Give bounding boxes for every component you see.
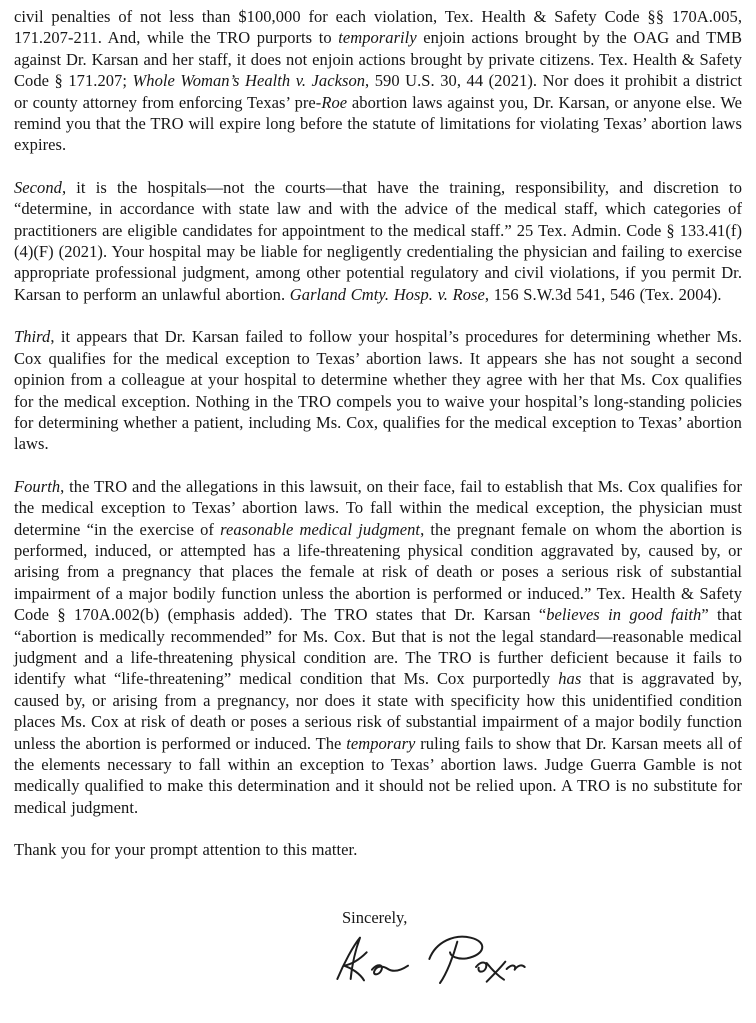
italic-text-segment: reasonable medical judgment: [220, 519, 421, 539]
text-segment: , the TRO and the allegations in this lawsuit, on their face, fail to establish that Ms. Cox qualifies for the medical exception to Texas’ abortion laws. To fall within the medical exception, the physician must determine “in the exercise of: [14, 476, 742, 539]
text-segment: enjoin actions brought by the OAG and TMB against Dr. Karsan and her staff, it does not enjoin actions brought by private citizens. Tex. Health & Safety Code § 171.207;: [14, 28, 742, 91]
italic-text-segment: Third: [14, 327, 51, 347]
italic-text-segment: believes in good faith: [546, 605, 702, 625]
italic-text-segment: Second: [14, 177, 62, 197]
text-segment: civil penalties of not less than $100,000 for each violation, Tex. Health & Safety Code §§ 170A.005, 171.207-211. And, while the TRO purports to: [14, 7, 742, 48]
italic-text-segment: Whole Woman’s Health v. Jackson: [132, 71, 366, 91]
italic-text-segment: Roe: [321, 92, 348, 112]
text-segment: , it appears that Dr. Karsan failed to follow your hospital’s procedures for determining whether Ms. Cox qualifies for the medical exception to Texas’ abortion laws. It appears she has not sought a second opinion from a colleague at your hospital to determine whether they agree with her that Ms. Cox qualifies for the medical exception. Nothing in the TRO compels you to waive your hospital’s long-standing policies for determining whether a patient, including Ms. Cox, qualifies for the medical exception to Texas’ abortion laws.: [14, 327, 742, 454]
letter-body: [14, 6, 742, 861]
italic-text-segment: temporarily: [338, 28, 417, 48]
paragraph-4: [14, 476, 742, 819]
closing-block: [328, 907, 742, 986]
text-segment: Thank you for your prompt attention to this matter.: [14, 840, 358, 860]
italic-text-segment: Fourth: [14, 476, 61, 496]
text-segment: ruling fails to show that Dr. Karsan meets all of the elements necessary to fall within an exception to Texas’ abortion laws. Judge Guerra Gamble is not medically qualified to make this determination and it should not be relied upon. A TRO is no substitute for medical judgment.: [14, 733, 742, 817]
paragraph-5: [14, 839, 742, 860]
text-segment: , it is the hospitals—not the courts—that have the training, responsibility, and discretion to “determine, in accordance with state law and with the advice of the medical staff, which categories of practitioners are eligible candidates for appointment to the medical staff.” 25 Tex. Admin. Code § 133.41(f)(4)(F) (2021). Your hospital may be liable for negligently credentialing the physician and failing to exercise appropriate professional judgment, among other potential regulatory and civil violations, if you permit Dr. Karsan to perform an unlawful abortion.: [14, 177, 742, 304]
italic-text-segment: temporary: [346, 733, 416, 753]
text-segment: , the pregnant female on whom the abortion is performed, induced, or attempted has a life-threatening physical condition aggravated by, caused by, or arising from a pregnancy that places the female at risk of death or poses a serious risk of substantial impairment of a major bodily function unless the abortion is performed or induced.” Tex. Health & Safety Code § 170A.002(b) (emphasis added). The TRO states that Dr. Karsan “: [14, 519, 743, 625]
text-segment: , 590 U.S. 30, 44 (2021). Nor does it prohibit a district or county attorney from enforcing Texas’ pre-: [14, 71, 742, 112]
paragraph-3: [14, 326, 742, 454]
text-segment: ” that “abortion is medically recommended” for Ms. Cox. But that is not the legal standard—reasonable medical judgment and a life-threatening physical condition are. The TRO is further deficient because it fails to identify what “life-threatening” medical condition that Ms. Cox purportedly: [14, 605, 742, 689]
italic-text-segment: Garland Cmty. Hosp. v. Rose: [289, 284, 485, 304]
text-segment: , 156 S.W.3d 541, 546 (Tex. 2004).: [484, 284, 722, 304]
italic-text-segment: has: [558, 669, 582, 689]
text-segment: that is aggravated by, caused by, or arising from a pregnancy, nor does it state with specificity how this unidentified condition places Ms. Cox at risk of death or poses a serious risk of substantial impairment of a major bodily function unless the abortion is performed or induced. The: [14, 669, 742, 753]
text-segment: abortion laws against you, Dr. Karsan, or anyone else. We remind you that the TRO will expire long before the statute of limitations for violating Texas’ abortion laws expires.: [14, 92, 742, 155]
paragraph-1: [14, 6, 742, 156]
signoff-text: Sincerely,: [342, 907, 408, 927]
paragraph-2: [14, 177, 742, 305]
signature-image: [328, 932, 742, 986]
